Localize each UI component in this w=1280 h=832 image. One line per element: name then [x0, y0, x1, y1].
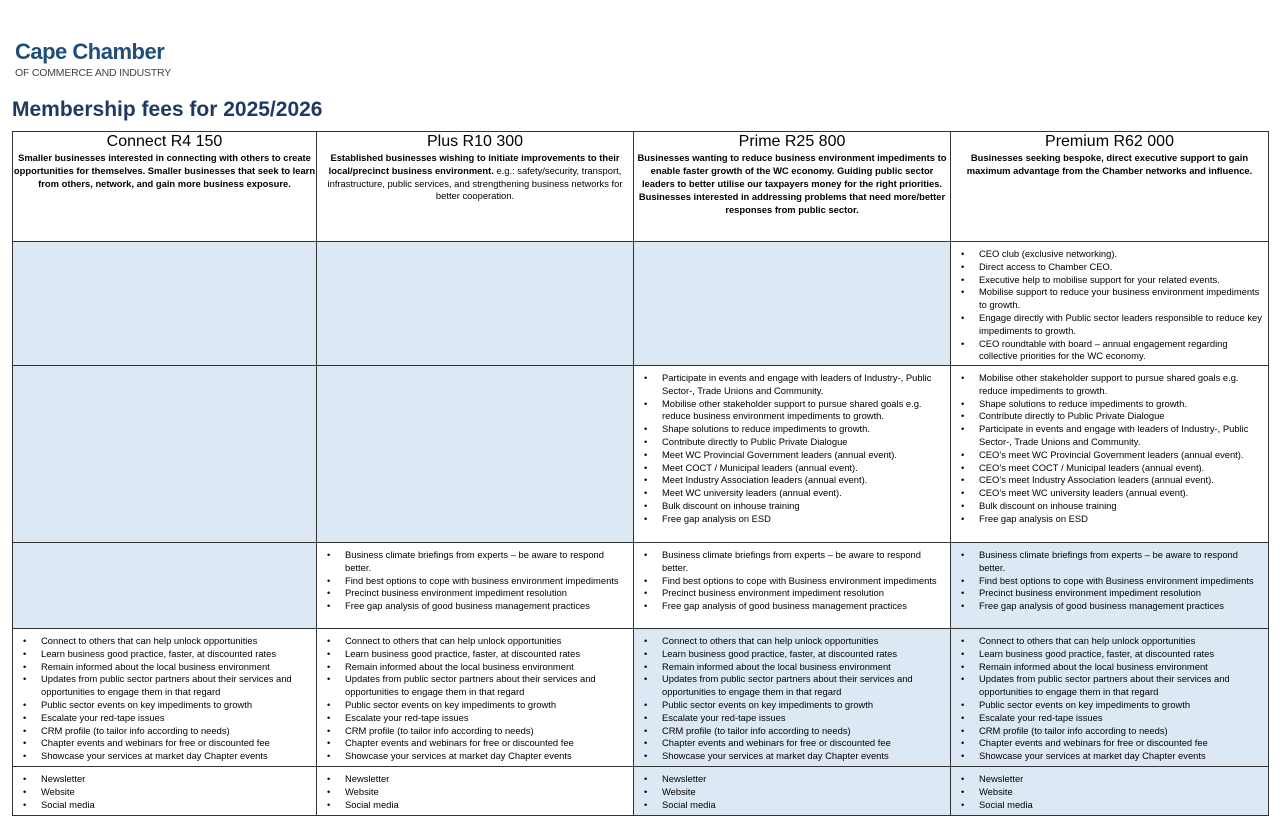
- benefit-list: [317, 629, 633, 763]
- benefit-row-executive: [13, 242, 1269, 366]
- benefit-item: • Contribute directly to Public Private Dialogue: [961, 410, 1262, 423]
- benefit-item: • Escalate your red-tape issues: [23, 712, 310, 725]
- benefit-item: • Website: [23, 786, 310, 799]
- tier-name: Plus R10 300: [426, 133, 524, 150]
- benefit-item: • Free gap analysis on ESD: [961, 513, 1262, 526]
- benefit-row-stakeholder: [13, 366, 1269, 543]
- benefit-list: [951, 543, 1268, 613]
- benefit-list: [951, 242, 1268, 363]
- cell-connect: [13, 629, 317, 767]
- tier-description: [317, 152, 633, 203]
- cell-plus-empty: [317, 366, 634, 543]
- benefit-item: • Connect to others that can help unlock opportunities: [327, 635, 627, 648]
- cell-connect-empty: [13, 366, 317, 543]
- benefit-item: • CEO’s meet WC Provincial Government leaders (annual event).: [961, 449, 1262, 462]
- benefit-item: • Social media: [23, 799, 310, 812]
- tier-name: Premium R62 000: [1045, 133, 1174, 150]
- benefit-item: • Updates from public sector partners about their services and opportunities to engage them in that regard: [961, 673, 1262, 699]
- benefit-item: • Public sector events on key impediments to growth: [23, 699, 310, 712]
- membership-fees-table: [12, 131, 1269, 816]
- cell-plus: [317, 543, 634, 629]
- cell-plus: [317, 767, 634, 816]
- benefit-item: • Mobilise other stakeholder support to pursue shared goals e.g. reduce impediments to growth.: [961, 372, 1262, 398]
- tier-description: Businesses seeking bespoke, direct executive support to gain maximum advantage from the Chamber networks and influence.: [966, 152, 1253, 176]
- cell-connect-empty: [13, 543, 317, 629]
- benefit-item: • Meet Industry Association leaders (annual event).: [644, 474, 944, 487]
- benefit-list: [951, 767, 1268, 811]
- benefit-item: • Free gap analysis of good business management practices: [644, 600, 944, 613]
- benefit-item: • CRM profile (to tailor info according to needs): [644, 725, 944, 738]
- benefit-list: [317, 543, 633, 613]
- benefit-item: • Public sector events on key impediments to growth: [644, 699, 944, 712]
- tier-connect-header: [13, 132, 317, 242]
- tier-description: Businesses wanting to reduce business environment impediments to enable faster growth of the WC economy. Guiding public sector leaders to better utilise our taxpayers money for the right priorities.: [637, 152, 947, 189]
- benefit-item: • Free gap analysis of good business management practices: [327, 600, 627, 613]
- benefit-list: [634, 629, 950, 763]
- benefit-item: • Business climate briefings from experts – be aware to respond better.: [961, 549, 1262, 575]
- benefit-item: • Mobilise support to reduce your business environment impediments to growth.: [961, 286, 1262, 312]
- cell-premium: [951, 767, 1269, 816]
- benefit-item: • Newsletter: [327, 773, 627, 786]
- benefit-item: • Learn business good practice, faster, at discounted rates: [644, 648, 944, 661]
- benefit-item: • Free gap analysis on ESD: [644, 513, 944, 526]
- benefit-item: • Find best options to cope with Business environment impediments: [961, 575, 1262, 588]
- benefit-item: • CEO roundtable with board – annual engagement regarding collective priorities for the WC economy.: [961, 338, 1262, 364]
- cell-connect: [13, 767, 317, 816]
- tier-description-main: Established businesses wishing to initiate improvements to their local/precinct business environment.: [328, 152, 620, 176]
- benefit-item: • Connect to others that can help unlock opportunities: [23, 635, 310, 648]
- cell-plus-empty: [317, 242, 634, 366]
- tier-prime-header: [634, 132, 951, 242]
- benefit-item: • Updates from public sector partners about their services and opportunities to engage them in that regard: [23, 673, 310, 699]
- tier-name: Prime R25 800: [738, 133, 846, 150]
- benefit-item: • Meet WC Provincial Government leaders (annual event).: [644, 449, 944, 462]
- benefit-item: • Escalate your red-tape issues: [327, 712, 627, 725]
- benefit-item: • Newsletter: [644, 773, 944, 786]
- benefit-item: • Learn business good practice, faster, at discounted rates: [23, 648, 310, 661]
- benefit-item: • CEO club (exclusive networking).: [961, 248, 1262, 261]
- benefit-list: [634, 366, 950, 526]
- benefit-item: • Shape solutions to reduce impediments to growth.: [961, 398, 1262, 411]
- benefit-item: • Mobilise other stakeholder support to pursue shared goals e.g. reduce business environment impediments to growth.: [644, 398, 944, 424]
- benefit-item: • Chapter events and webinars for free or discounted fee: [23, 737, 310, 750]
- benefit-item: • Remain informed about the local business environment: [23, 661, 310, 674]
- benefit-item: • Showcase your services at market day Chapter events: [961, 750, 1262, 763]
- benefit-item: • Remain informed about the local business environment: [644, 661, 944, 674]
- benefit-item: • Public sector events on key impediments to growth: [327, 699, 627, 712]
- benefit-item: • Precinct business environment impediment resolution: [327, 587, 627, 600]
- benefit-item: • Remain informed about the local business environment: [327, 661, 627, 674]
- cell-prime: [634, 629, 951, 767]
- logo-name: Cape Chamber: [15, 39, 165, 64]
- benefit-row-briefings: [13, 543, 1269, 629]
- logo-subtitle: OF COMMERCE AND INDUSTRY: [15, 67, 172, 79]
- benefit-item: • Bulk discount on inhouse training: [961, 500, 1262, 513]
- benefit-list: [634, 543, 950, 613]
- benefit-list: [951, 629, 1268, 763]
- benefit-list: [951, 366, 1268, 526]
- benefit-item: • Chapter events and webinars for free or discounted fee: [327, 737, 627, 750]
- benefit-item: • Executive help to mobilise support for your related events.: [961, 274, 1262, 287]
- benefit-item: • Business climate briefings from experts – be aware to respond better.: [327, 549, 627, 575]
- benefit-list: [317, 767, 633, 811]
- benefit-item: • Precinct business environment impediment resolution: [961, 587, 1262, 600]
- benefit-item: • Public sector events on key impediments to growth: [961, 699, 1262, 712]
- benefit-item: • CRM profile (to tailor info according to needs): [327, 725, 627, 738]
- benefit-item: • Chapter events and webinars for free or discounted fee: [961, 737, 1262, 750]
- benefit-item: • Newsletter: [23, 773, 310, 786]
- benefit-list: [634, 767, 950, 811]
- tier-header-row: [13, 132, 1269, 242]
- benefit-item: • Participate in events and engage with leaders of Industry-, Public Sector-, Trade Unions and Community.: [644, 372, 944, 398]
- benefit-row-communications: [13, 767, 1269, 816]
- benefit-item: • Updates from public sector partners about their services and opportunities to engage them in that regard: [644, 673, 944, 699]
- benefit-item: • Escalate your red-tape issues: [644, 712, 944, 725]
- benefit-item: • Connect to others that can help unlock opportunities: [961, 635, 1262, 648]
- cell-prime: [634, 767, 951, 816]
- tier-premium-header: [951, 132, 1269, 242]
- benefit-item: • Showcase your services at market day Chapter events: [644, 750, 944, 763]
- cell-connect-empty: [13, 242, 317, 366]
- benefit-item: • Website: [644, 786, 944, 799]
- benefit-item: • Find best options to cope with business environment impediments: [327, 575, 627, 588]
- benefit-item: • Meet WC university leaders (annual event).: [644, 487, 944, 500]
- page-title: Membership fees for 2025/2026: [12, 98, 323, 121]
- benefit-item: • Bulk discount on inhouse training: [644, 500, 944, 513]
- benefit-item: • Contribute directly to Public Private Dialogue: [644, 436, 944, 449]
- benefit-list: [13, 629, 316, 763]
- benefit-item: • Showcase your services at market day Chapter events: [327, 750, 627, 763]
- benefit-item: • Participate in events and engage with leaders of Industry-, Public Sector-, Trade Unions and Community.: [961, 423, 1262, 449]
- tier-description-extra: Businesses interested in addressing problems that need more/better responses from public sector.: [638, 191, 946, 216]
- benefit-item: • Shape solutions to reduce impediments to growth.: [644, 423, 944, 436]
- cell-premium: [951, 242, 1269, 366]
- benefit-item: • Meet COCT / Municipal leaders (annual event).: [644, 462, 944, 475]
- benefit-item: • Connect to others that can help unlock opportunities: [644, 635, 944, 648]
- benefit-item: • Engage directly with Public sector leaders responsible to reduce key impediments to growth.: [961, 312, 1262, 338]
- benefit-item: • Learn business good practice, faster, at discounted rates: [961, 648, 1262, 661]
- benefit-item: • CRM profile (to tailor info according to needs): [961, 725, 1262, 738]
- benefit-item: • CEO’s meet WC university leaders (annual event).: [961, 487, 1262, 500]
- benefit-item: • Escalate your red-tape issues: [961, 712, 1262, 725]
- benefit-item: • Find best options to cope with Business environment impediments: [644, 575, 944, 588]
- benefit-item: • Showcase your services at market day Chapter events: [23, 750, 310, 763]
- benefit-item: • Website: [961, 786, 1262, 799]
- benefit-item: • Newsletter: [961, 773, 1262, 786]
- tier-description: Smaller businesses interested in connecting with others to create opportunities for themselves. Smaller businesses that seek to learn from others, network, and gain more business exposure.: [13, 152, 316, 189]
- cell-prime: [634, 366, 951, 543]
- benefit-item: • CRM profile (to tailor info according to needs): [23, 725, 310, 738]
- cell-plus: [317, 629, 634, 767]
- tier-plus-header: [317, 132, 634, 242]
- benefit-item: • Learn business good practice, faster, at discounted rates: [327, 648, 627, 661]
- benefit-item: • Business climate briefings from experts – be aware to respond better.: [644, 549, 944, 575]
- benefit-item: • Social media: [961, 799, 1262, 812]
- benefit-item: • Free gap analysis of good business management practices: [961, 600, 1262, 613]
- benefit-item: • Remain informed about the local business environment: [961, 661, 1262, 674]
- cell-premium: [951, 629, 1269, 767]
- benefit-row-networking: [13, 629, 1269, 767]
- benefit-item: • Precinct business environment impediment resolution: [644, 587, 944, 600]
- tier-name: Connect R4 150: [106, 133, 223, 150]
- benefit-item: • Chapter events and webinars for free or discounted fee: [644, 737, 944, 750]
- cape-chamber-logo: [15, 40, 171, 79]
- benefit-list: [13, 767, 316, 811]
- cell-premium: [951, 543, 1269, 629]
- tier-description-example: e.g.: safety/security, transport, infrastructure, public services, and strengthening business networks for better cooperation.: [327, 164, 623, 202]
- benefit-item: • Direct access to Chamber CEO.: [961, 261, 1262, 274]
- benefit-item: • Social media: [327, 799, 627, 812]
- benefit-item: • Website: [327, 786, 627, 799]
- benefit-item: • CEO’s meet Industry Association leaders (annual event).: [961, 474, 1262, 487]
- benefit-item: • Updates from public sector partners about their services and opportunities to engage them in that regard: [327, 673, 627, 699]
- cell-prime: [634, 543, 951, 629]
- cell-premium: [951, 366, 1269, 543]
- cell-prime-empty: [634, 242, 951, 366]
- benefit-item: • CEO’s meet COCT / Municipal leaders (annual event).: [961, 462, 1262, 475]
- benefit-item: • Social media: [644, 799, 944, 812]
